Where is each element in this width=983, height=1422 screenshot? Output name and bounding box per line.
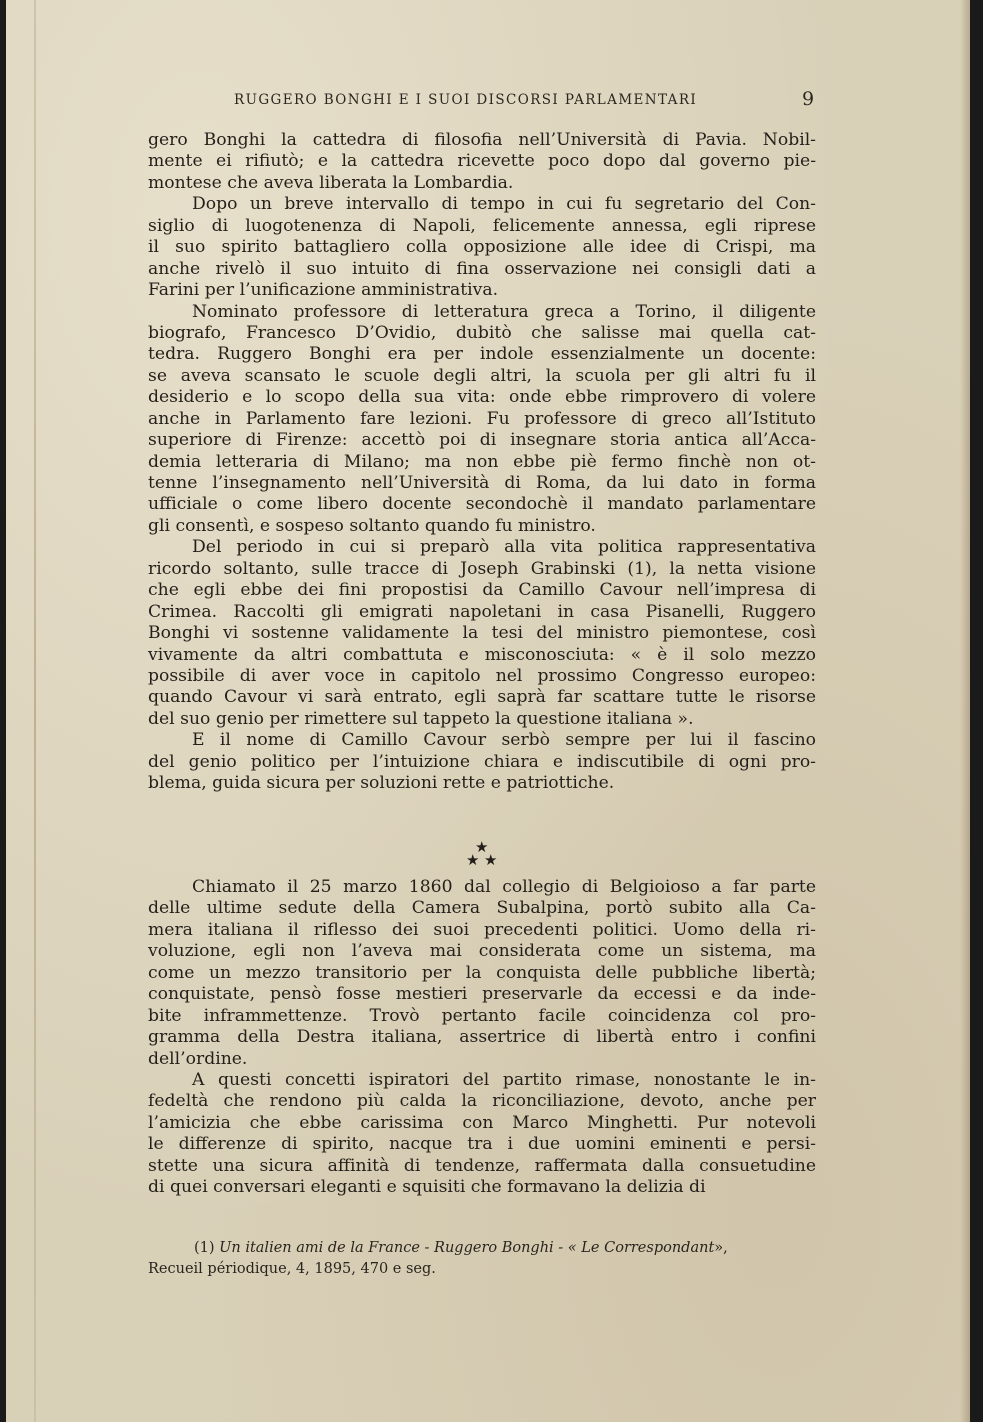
- text-line: montese che aveva liberata la Lombardia.: [148, 172, 514, 193]
- text-line: quando Cavour vi sarà entrato, egli saprà far scattare tutte le risorse: [148, 687, 816, 708]
- paragraph: [148, 537, 816, 730]
- footnote-title: Un italien ami de la France - Ruggero Bonghi - «: [219, 1240, 577, 1256]
- text-line: l’amicizia che ebbe carissima con Marco Minghetti. Pur notevoli: [148, 1112, 816, 1133]
- text-line: Bonghi vi sostenne validamente la tesi del ministro piemontese, così: [148, 623, 816, 644]
- text-line: demia letteraria di Milano; ma non ebbe piè fermo finchè non ot-: [148, 451, 816, 472]
- paragraph: [148, 130, 816, 194]
- text-line: Crimea. Raccolti gli emigrati napoletani in casa Pisanelli, Ruggero: [148, 601, 816, 622]
- paragraph: [148, 1070, 816, 1199]
- footnote-line: Recueil périodique, 4, 1895, 470 e seg.: [148, 1261, 436, 1277]
- body-text-bottom: [148, 877, 816, 1199]
- text-line: Farini per l’unificazione amministrativa.: [148, 280, 499, 301]
- text-line: desiderio e lo scopo della sua vita: onde ebbe rimprovero di volere: [148, 387, 816, 408]
- paragraph: [148, 194, 816, 301]
- text-line: le differenze di spirito, nacque tra i due uomini eminenti e persi-: [148, 1134, 816, 1155]
- text-line: gli consentì, e sospeso soltanto quando fu ministro.: [148, 515, 596, 536]
- text-line: vivamente da altri combattuta e misconosciuta: « è il solo mezzo: [148, 644, 816, 665]
- body-text-top: [148, 130, 816, 795]
- text-line: E il nome di Camillo Cavour serbò sempre per lui il fascino: [192, 730, 816, 751]
- text-line: gramma della Destra italiana, assertrice di libertà entro i confini: [148, 1027, 816, 1048]
- text-line: A questi concetti ispiratori del partito rimase, nonostante le in-: [192, 1069, 816, 1090]
- text-line: dell’ordine.: [148, 1048, 248, 1069]
- star-icon: ★: [466, 851, 480, 869]
- text-line: ufficiale o come libero docente secondochè il mandato parlamentare: [148, 494, 816, 515]
- text-line: del suo genio per rimettere sul tappeto la questione italiana ».: [148, 708, 694, 729]
- page-number: 9: [802, 88, 815, 110]
- paragraph: [148, 877, 816, 1070]
- text-line: blema, guida sicura per soluzioni rette e patriottiche.: [148, 773, 615, 794]
- text-line: bite inframmettenze. Trovò pertanto facile coincidenza col pro-: [148, 1005, 816, 1026]
- text-line: gero Bonghi la cattedra di filosofia nell’Università di Pavia. Nobil-: [148, 130, 816, 150]
- footnote: [148, 1238, 816, 1280]
- text-line: conquistate, pensò fosse mestieri preservarle da eccessi e da inde-: [148, 984, 816, 1005]
- text-line: mente ei rifiutò; e la cattedra ricevette poco dopo dal governo pie-: [148, 151, 816, 172]
- text-line: superiore di Firenze: accettò poi di insegnare storia antica all’Acca-: [148, 430, 816, 451]
- text-line: che egli ebbe dei fini propostisi da Camillo Cavour nell’impresa di: [148, 580, 816, 601]
- text-line: siglio di luogotenenza di Napoli, felicemente annessa, egli riprese: [148, 215, 816, 236]
- text-line: tedra. Ruggero Bonghi era per indole essenzialmente un docente:: [148, 344, 816, 365]
- text-line: biografo, Francesco D’Ovidio, dubitò che salisse mai quella cat-: [148, 322, 816, 343]
- text-line: anche in Parlamento fare lezioni. Fu professore di greco all’Istituto: [148, 408, 816, 429]
- paragraph: [148, 730, 816, 794]
- text-line: voluzione, egli non l’aveva mai considerata come un sistema, ma: [148, 941, 816, 962]
- text-line: Del periodo in cui si preparò alla vita politica rappresentativa: [192, 537, 816, 558]
- text-line: anche rivelò il suo intuito di fina osservazione nei consigli dati a: [148, 258, 816, 279]
- text-line: Chiamato il 25 marzo 1860 dal collegio di Belgioioso a far parte: [192, 877, 816, 897]
- footnote-tail: »,: [714, 1240, 728, 1256]
- text-line: Nominato professore di letteratura greca a Torino, il diligente: [192, 301, 816, 322]
- text-line: del genio politico per l’intuizione chiara e indiscutibile di ogni pro-: [148, 751, 816, 772]
- text-line: di quei conversari eleganti e squisiti che formavano la delizia di: [148, 1177, 706, 1198]
- footnote-marker: (1): [194, 1240, 215, 1256]
- text-line: delle ultime sedute della Camera Subalpina, portò subito alla Ca-: [148, 898, 816, 919]
- book-page: [6, 0, 970, 1422]
- running-head: [6, 88, 970, 116]
- text-line: se aveva scansato le scuole degli altri, la scuola per gli altri fu il: [148, 365, 816, 386]
- text-line: possibile di aver voce in capitolo nel prossimo Congresso europeo:: [148, 665, 816, 686]
- running-title: RUGGERO BONGHI E I SUOI DISCORSI PARLAMENTARI: [234, 92, 698, 108]
- text-line: tenne l’insegnamento nell’Università di Roma, da lui dato in forma: [148, 473, 816, 493]
- paragraph: [148, 302, 816, 538]
- text-line: fedeltà che rendono più calda la riconciliazione, devoto, anche per: [148, 1091, 816, 1112]
- text-line: Dopo un breve intervallo di tempo in cui fu segretario del Con-: [192, 194, 816, 215]
- text-line: come un mezzo transitorio per la conquista delle pubbliche libertà;: [148, 962, 816, 983]
- text-line: stette una sicura affinità di tendenze, raffermata dalla consuetudine: [148, 1155, 816, 1176]
- footnote-line: [148, 1238, 816, 1259]
- asterism-ornament: [462, 840, 502, 874]
- footnote-journal: Le Correspondant: [581, 1240, 715, 1256]
- star-icon: ★: [475, 838, 489, 856]
- text-line: mera italiana il riflesso dei suoi precedenti politici. Uomo della ri-: [148, 919, 816, 940]
- star-icon: ★: [484, 851, 498, 869]
- text-line: il suo spirito battagliero colla opposizione alle idee di Crispi, ma: [148, 237, 816, 258]
- text-line: ricordo soltanto, sulle tracce di Joseph Grabinski (1), la netta visione: [148, 558, 816, 579]
